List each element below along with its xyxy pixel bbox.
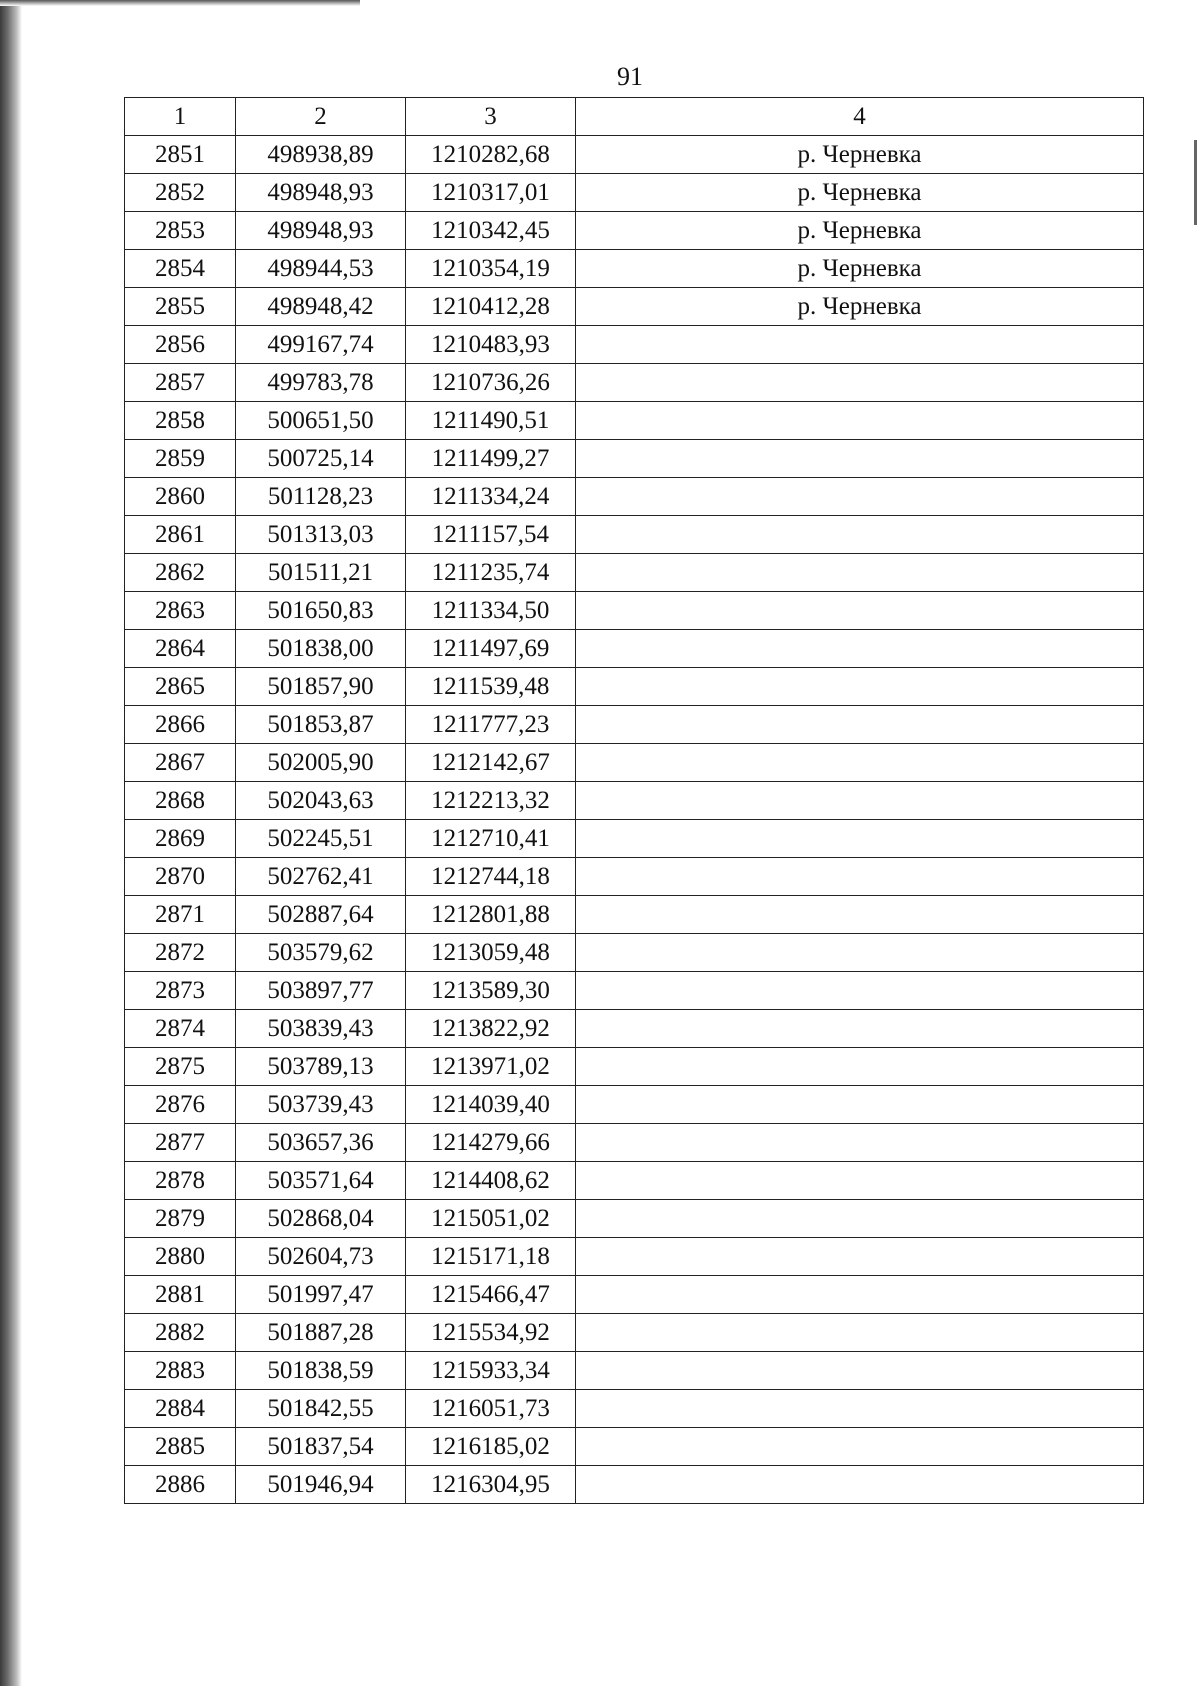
cell-point-number: 2866 [125, 706, 236, 744]
table-row [125, 212, 1144, 250]
cell-coord-y: 1214279,66 [406, 1124, 576, 1162]
coordinates-table [124, 97, 1144, 1504]
cell-note [576, 972, 1144, 1010]
cell-coord-y: 1211235,74 [406, 554, 576, 592]
cell-note [576, 1086, 1144, 1124]
table-row [125, 516, 1144, 554]
cell-coord-y: 1211490,51 [406, 402, 576, 440]
cell-coord-y: 1211499,27 [406, 440, 576, 478]
cell-coord-x: 503579,62 [236, 934, 406, 972]
cell-note [576, 858, 1144, 896]
cell-note [576, 1276, 1144, 1314]
cell-note [576, 592, 1144, 630]
table-row [125, 896, 1144, 934]
cell-note [576, 1200, 1144, 1238]
cell-point-number: 2873 [125, 972, 236, 1010]
cell-note [576, 1314, 1144, 1352]
cell-coord-x: 499167,74 [236, 326, 406, 364]
table-row [125, 1162, 1144, 1200]
cell-point-number: 2865 [125, 668, 236, 706]
cell-note [576, 668, 1144, 706]
cell-point-number: 2884 [125, 1390, 236, 1428]
cell-note [576, 1238, 1144, 1276]
cell-coord-x: 501997,47 [236, 1276, 406, 1314]
cell-point-number: 2864 [125, 630, 236, 668]
cell-coord-y: 1211157,54 [406, 516, 576, 554]
cell-note [576, 1124, 1144, 1162]
cell-coord-x: 501853,87 [236, 706, 406, 744]
cell-coord-x: 498948,93 [236, 174, 406, 212]
cell-coord-x: 501857,90 [236, 668, 406, 706]
cell-coord-y: 1213059,48 [406, 934, 576, 972]
cell-note: р. Черневка [576, 136, 1144, 174]
table-row [125, 744, 1144, 782]
cell-note [576, 706, 1144, 744]
cell-coord-y: 1216304,95 [406, 1466, 576, 1504]
cell-coord-y: 1215534,92 [406, 1314, 576, 1352]
table-row [125, 136, 1144, 174]
cell-coord-y: 1216051,73 [406, 1390, 576, 1428]
table-row [125, 668, 1144, 706]
table-row [125, 1314, 1144, 1352]
cell-note [576, 782, 1144, 820]
cell-coord-y: 1211777,23 [406, 706, 576, 744]
table-row [125, 1352, 1144, 1390]
table-row [125, 1124, 1144, 1162]
cell-point-number: 2876 [125, 1086, 236, 1124]
cell-point-number: 2855 [125, 288, 236, 326]
table-row [125, 326, 1144, 364]
cell-coord-x: 503839,43 [236, 1010, 406, 1048]
scan-shadow-left [0, 0, 22, 1686]
cell-coord-y: 1215466,47 [406, 1276, 576, 1314]
cell-coord-y: 1212744,18 [406, 858, 576, 896]
coordinates-table-body [125, 98, 1144, 1504]
cell-coord-x: 501887,28 [236, 1314, 406, 1352]
cell-point-number: 2874 [125, 1010, 236, 1048]
table-row [125, 174, 1144, 212]
scan-mark-right [1194, 140, 1197, 225]
cell-point-number: 2869 [125, 820, 236, 858]
table-row [125, 1086, 1144, 1124]
cell-point-number: 2852 [125, 174, 236, 212]
table-row [125, 1200, 1144, 1238]
cell-coord-x: 501650,83 [236, 592, 406, 630]
table-row [125, 1010, 1144, 1048]
cell-coord-y: 1212801,88 [406, 896, 576, 934]
cell-note [576, 440, 1144, 478]
cell-coord-y: 1210354,19 [406, 250, 576, 288]
cell-coord-x: 502005,90 [236, 744, 406, 782]
cell-note: р. Черневка [576, 174, 1144, 212]
cell-point-number: 2885 [125, 1428, 236, 1466]
cell-coord-x: 502887,64 [236, 896, 406, 934]
cell-point-number: 2879 [125, 1200, 236, 1238]
cell-coord-x: 501128,23 [236, 478, 406, 516]
cell-point-number: 2877 [125, 1124, 236, 1162]
cell-coord-x: 498948,93 [236, 212, 406, 250]
cell-note [576, 820, 1144, 858]
table-row [125, 440, 1144, 478]
cell-coord-x: 498944,53 [236, 250, 406, 288]
table-row [125, 364, 1144, 402]
cell-point-number: 2872 [125, 934, 236, 972]
cell-coord-y: 1211334,50 [406, 592, 576, 630]
cell-coord-y: 1215933,34 [406, 1352, 576, 1390]
cell-note: р. Черневка [576, 288, 1144, 326]
cell-note [576, 402, 1144, 440]
cell-coord-x: 498948,42 [236, 288, 406, 326]
cell-point-number: 2881 [125, 1276, 236, 1314]
cell-coord-y: 1210412,28 [406, 288, 576, 326]
cell-coord-y: 1210342,45 [406, 212, 576, 250]
header-col-3: 3 [406, 98, 576, 136]
table-row [125, 820, 1144, 858]
cell-point-number: 2870 [125, 858, 236, 896]
table-header-row [125, 98, 1144, 136]
cell-note [576, 1390, 1144, 1428]
table-row [125, 1428, 1144, 1466]
cell-coord-x: 501511,21 [236, 554, 406, 592]
cell-note [576, 516, 1144, 554]
cell-coord-y: 1213971,02 [406, 1048, 576, 1086]
cell-coord-x: 502043,63 [236, 782, 406, 820]
cell-coord-y: 1214039,40 [406, 1086, 576, 1124]
cell-coord-y: 1215051,02 [406, 1200, 576, 1238]
cell-coord-x: 503571,64 [236, 1162, 406, 1200]
cell-point-number: 2857 [125, 364, 236, 402]
cell-note: р. Черневка [576, 212, 1144, 250]
cell-point-number: 2878 [125, 1162, 236, 1200]
cell-coord-x: 502868,04 [236, 1200, 406, 1238]
cell-coord-x: 503739,43 [236, 1086, 406, 1124]
cell-coord-x: 503897,77 [236, 972, 406, 1010]
cell-coord-y: 1211334,24 [406, 478, 576, 516]
cell-point-number: 2862 [125, 554, 236, 592]
cell-point-number: 2863 [125, 592, 236, 630]
cell-note: р. Черневка [576, 250, 1144, 288]
cell-coord-y: 1216185,02 [406, 1428, 576, 1466]
cell-point-number: 2886 [125, 1466, 236, 1504]
header-col-1: 1 [125, 98, 236, 136]
header-col-2: 2 [236, 98, 406, 136]
cell-point-number: 2883 [125, 1352, 236, 1390]
cell-coord-x: 502604,73 [236, 1238, 406, 1276]
cell-point-number: 2880 [125, 1238, 236, 1276]
cell-coord-x: 503657,36 [236, 1124, 406, 1162]
cell-coord-x: 503789,13 [236, 1048, 406, 1086]
header-col-4: 4 [576, 98, 1144, 136]
cell-point-number: 2875 [125, 1048, 236, 1086]
cell-coord-y: 1211497,69 [406, 630, 576, 668]
cell-coord-y: 1213589,30 [406, 972, 576, 1010]
cell-coord-y: 1214408,62 [406, 1162, 576, 1200]
cell-coord-y: 1213822,92 [406, 1010, 576, 1048]
table-row [125, 858, 1144, 896]
table-row [125, 1238, 1144, 1276]
cell-point-number: 2867 [125, 744, 236, 782]
table-row [125, 1048, 1144, 1086]
cell-coord-x: 501313,03 [236, 516, 406, 554]
cell-point-number: 2868 [125, 782, 236, 820]
cell-note [576, 1352, 1144, 1390]
cell-point-number: 2853 [125, 212, 236, 250]
cell-note [576, 1048, 1144, 1086]
cell-point-number: 2851 [125, 136, 236, 174]
table-row [125, 706, 1144, 744]
table-row [125, 288, 1144, 326]
cell-note [576, 364, 1144, 402]
cell-coord-x: 501946,94 [236, 1466, 406, 1504]
cell-point-number: 2854 [125, 250, 236, 288]
cell-coord-x: 498938,89 [236, 136, 406, 174]
cell-note [576, 554, 1144, 592]
table-row [125, 1390, 1144, 1428]
table-row [125, 250, 1144, 288]
cell-note [576, 326, 1144, 364]
cell-coord-y: 1210736,26 [406, 364, 576, 402]
cell-coord-y: 1212142,67 [406, 744, 576, 782]
cell-point-number: 2856 [125, 326, 236, 364]
cell-coord-y: 1212710,41 [406, 820, 576, 858]
cell-coord-y: 1212213,32 [406, 782, 576, 820]
cell-note [576, 744, 1144, 782]
cell-coord-y: 1210317,01 [406, 174, 576, 212]
table-row [125, 402, 1144, 440]
table-row [125, 782, 1144, 820]
page-number: 91 [617, 62, 643, 91]
cell-note [576, 934, 1144, 972]
cell-point-number: 2859 [125, 440, 236, 478]
cell-note [576, 478, 1144, 516]
cell-coord-y: 1210483,93 [406, 326, 576, 364]
cell-point-number: 2860 [125, 478, 236, 516]
table-row [125, 630, 1144, 668]
cell-coord-x: 501842,55 [236, 1390, 406, 1428]
cell-coord-y: 1211539,48 [406, 668, 576, 706]
cell-coord-x: 500651,50 [236, 402, 406, 440]
cell-coord-x: 501837,54 [236, 1428, 406, 1466]
table-row [125, 934, 1144, 972]
cell-point-number: 2861 [125, 516, 236, 554]
table-row [125, 1276, 1144, 1314]
cell-note [576, 630, 1144, 668]
cell-coord-y: 1210282,68 [406, 136, 576, 174]
cell-coord-x: 500725,14 [236, 440, 406, 478]
cell-note [576, 896, 1144, 934]
table-row [125, 478, 1144, 516]
cell-point-number: 2882 [125, 1314, 236, 1352]
cell-coord-x: 499783,78 [236, 364, 406, 402]
scan-shadow-top [0, 0, 360, 6]
cell-coord-x: 501838,59 [236, 1352, 406, 1390]
cell-note [576, 1466, 1144, 1504]
cell-coord-x: 501838,00 [236, 630, 406, 668]
table-row [125, 972, 1144, 1010]
table-row [125, 1466, 1144, 1504]
cell-point-number: 2858 [125, 402, 236, 440]
cell-coord-x: 502245,51 [236, 820, 406, 858]
table-row [125, 592, 1144, 630]
cell-note [576, 1162, 1144, 1200]
cell-point-number: 2871 [125, 896, 236, 934]
cell-note [576, 1010, 1144, 1048]
cell-coord-x: 502762,41 [236, 858, 406, 896]
cell-coord-y: 1215171,18 [406, 1238, 576, 1276]
cell-note [576, 1428, 1144, 1466]
table-row [125, 554, 1144, 592]
